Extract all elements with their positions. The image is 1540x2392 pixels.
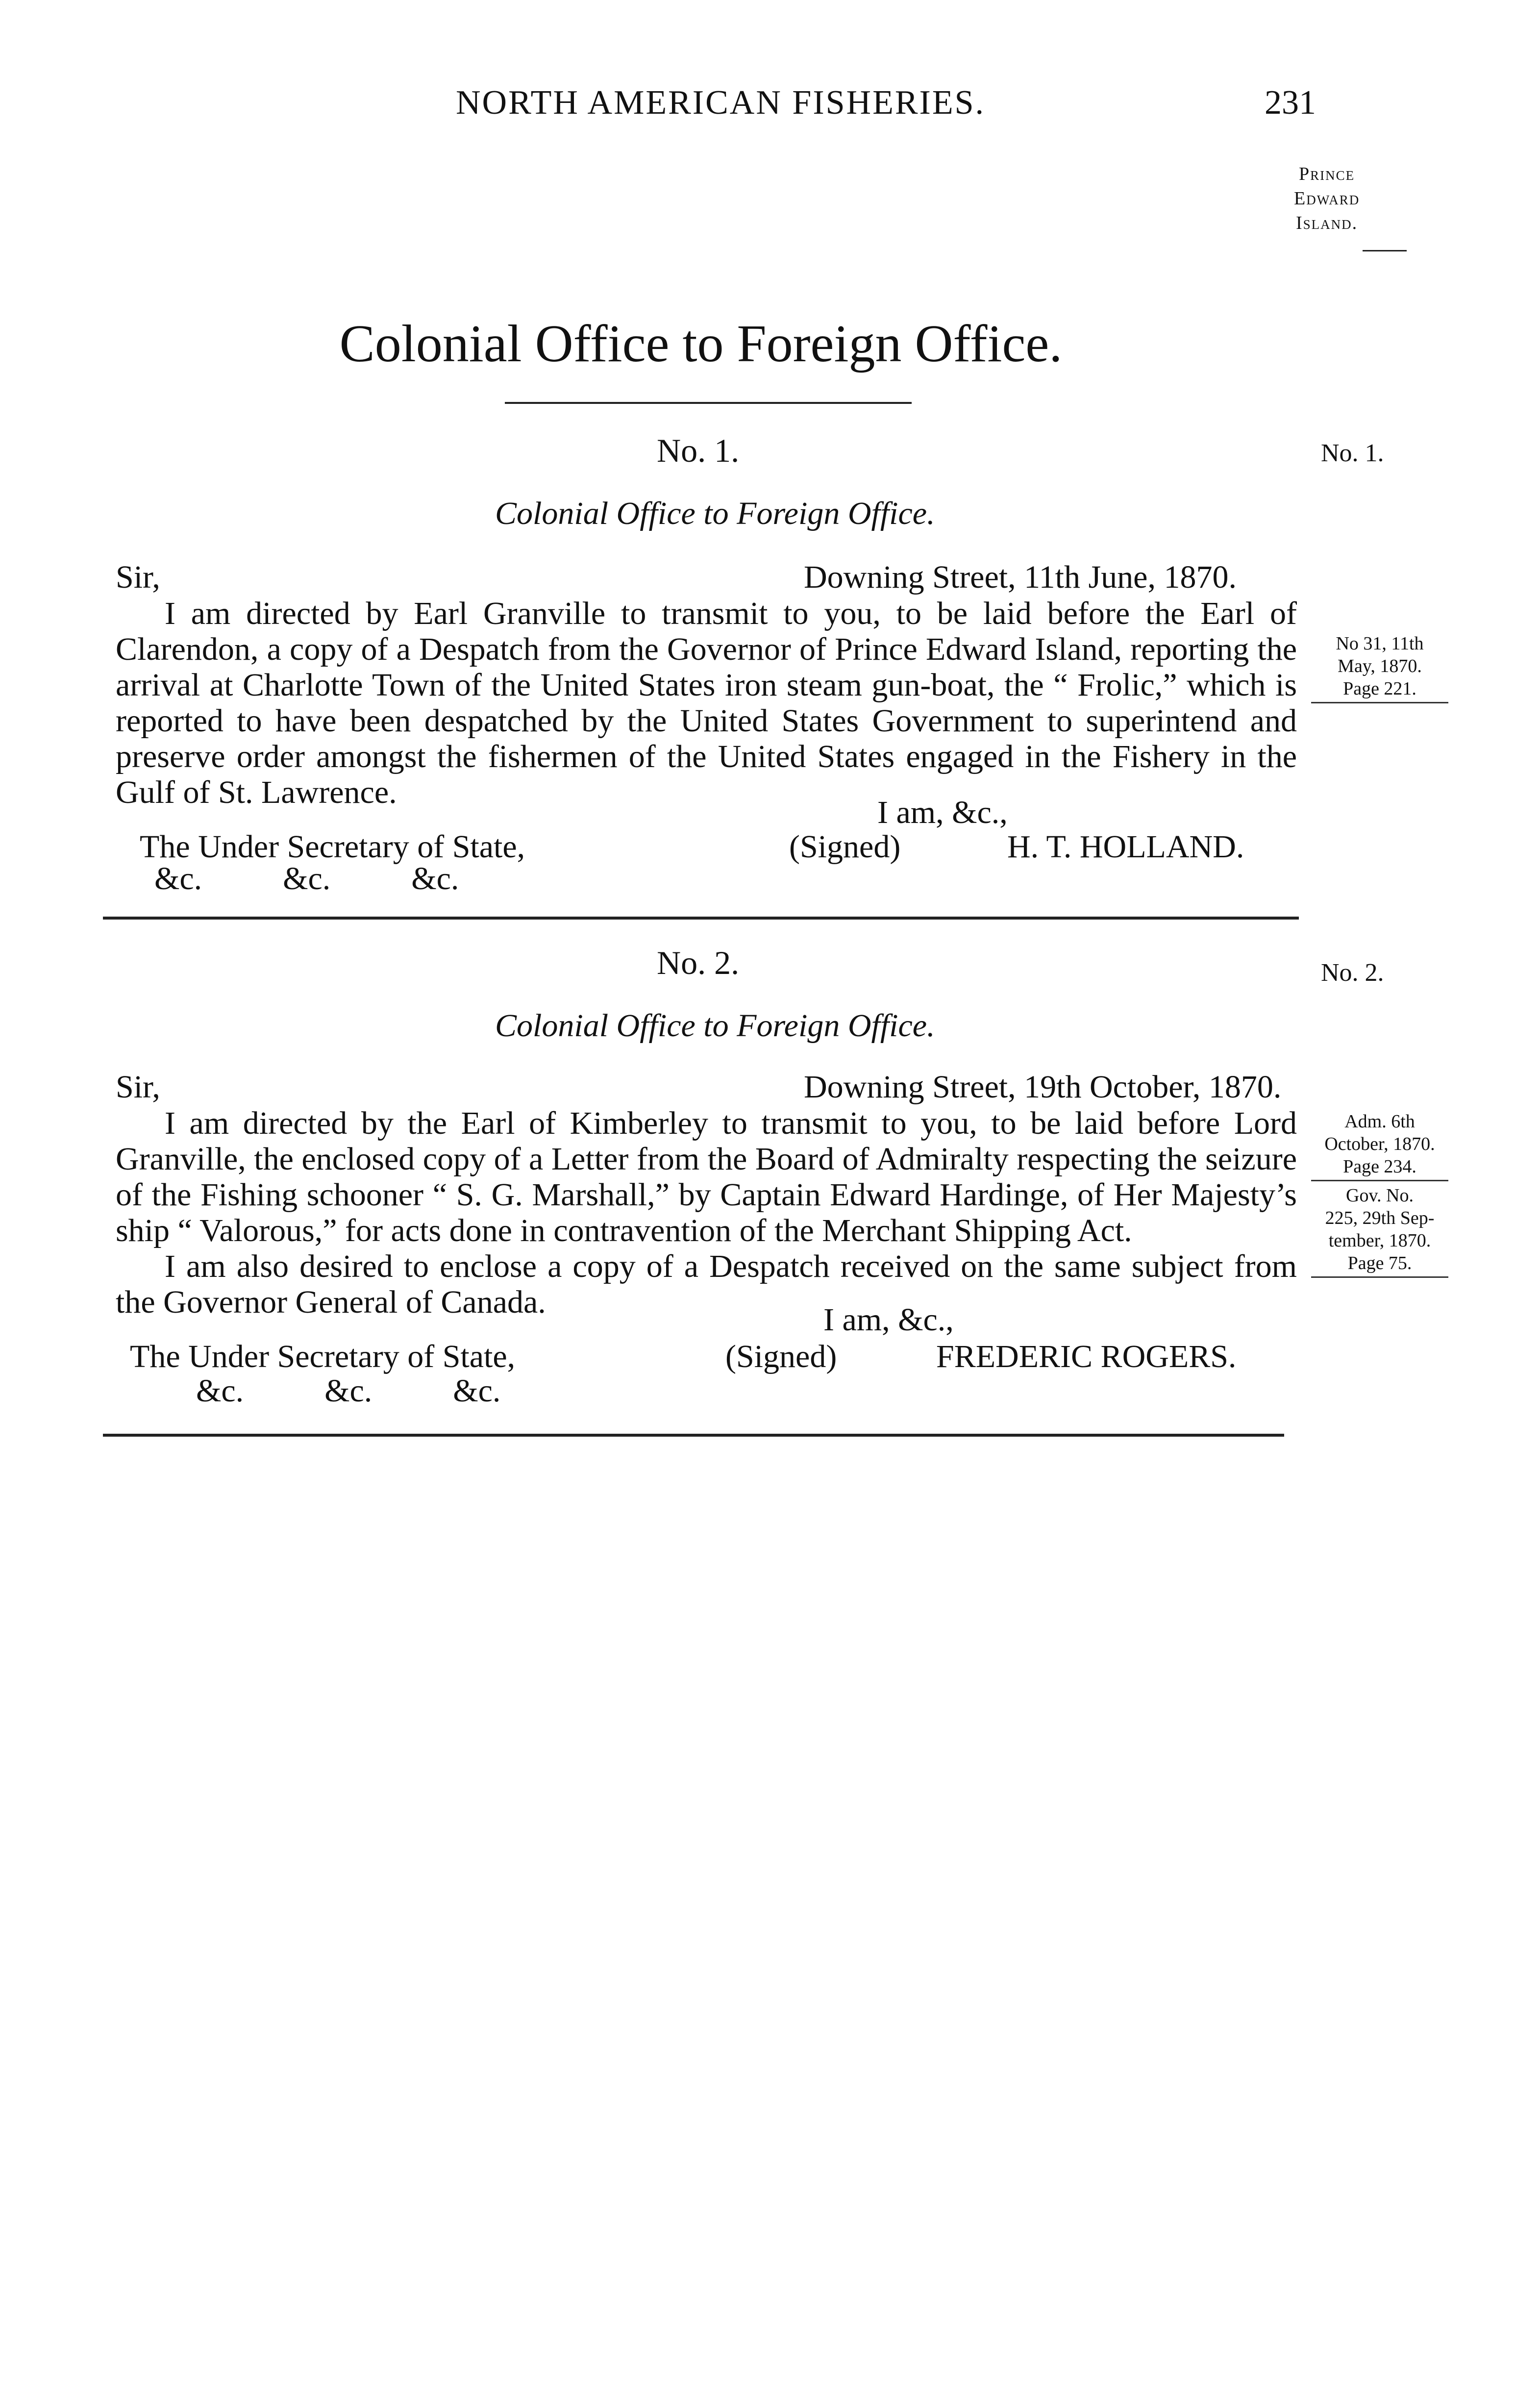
margin-ref-rule bbox=[1311, 1276, 1448, 1278]
title-rule bbox=[505, 402, 912, 404]
margin-ref-line: Adm. 6th bbox=[1344, 1111, 1415, 1132]
addressee-etc: &c. &c. &c. bbox=[196, 1373, 501, 1409]
margin-ref-line: tember, 1870. bbox=[1328, 1230, 1431, 1251]
margin-ref-line: Page 221. bbox=[1343, 678, 1416, 699]
margin-heading-line: Prince bbox=[1299, 164, 1355, 184]
place-date: Downing Street, 11th June, 1870. bbox=[804, 559, 1237, 595]
margin-section-heading bbox=[1294, 162, 1360, 235]
margin-ref-line: Page 234. bbox=[1343, 1156, 1416, 1177]
salutation: Sir, bbox=[116, 559, 160, 595]
paragraph: I am directed by the Earl of Kimberley to transmit to you, to be laid before Lord Granville, the enclosed copy of a Letter from the Board of Admiralty respecting the seizure of the Fishing schooner “ S. G. Marshall,” by Captain Edward Hardinge, of Her Majesty’s ship “ Valorous,” for acts done in contravention of the Merchant Shipping Act. bbox=[116, 1105, 1297, 1248]
addressee-etc: &c. &c. &c. bbox=[154, 861, 459, 897]
paragraph: I am also desired to enclose a copy of a Despatch received on the same subject from the Governor General of Canada. bbox=[116, 1248, 1297, 1320]
section-title: Colonial Office to Foreign Office. bbox=[339, 315, 1063, 373]
page-number: 231 bbox=[1265, 84, 1316, 122]
paragraph: I am directed by Earl Granville to transmit to you, to be laid before the Earl of Clarendon, a copy of a Despatch from the Governor of Prince Edward Island, reporting the arrival at Charlotte Town of the United States iron steam gun-boat, the “ Frolic,” which is reported to have been despatched by the United States Government to superintend and preserve order amongst the fishermen of the United States engaged in the Fishery in the Gulf of St. Lawrence. bbox=[116, 596, 1297, 810]
section-divider bbox=[103, 917, 1299, 920]
letter-number: No. 1. bbox=[657, 432, 740, 469]
letter-subtitle: Colonial Office to Foreign Office. bbox=[495, 496, 935, 531]
signed-label: (Signed) bbox=[789, 829, 901, 865]
margin-ref-line: Gov. No. bbox=[1346, 1185, 1414, 1206]
margin-ref-line: No 31, 11th bbox=[1336, 633, 1424, 654]
margin-ref-line: October, 1870. bbox=[1324, 1134, 1435, 1154]
margin-ref-line: Page 75. bbox=[1347, 1253, 1412, 1273]
addressee: The Under Secretary of State, bbox=[140, 829, 525, 865]
margin-reference bbox=[1311, 632, 1448, 706]
place-date: Downing Street, 19th October, 1870. bbox=[804, 1069, 1282, 1105]
closing: I am, &c., bbox=[823, 1302, 954, 1338]
salutation: Sir, bbox=[116, 1069, 160, 1105]
running-head: NORTH AMERICAN FISHERIES. bbox=[456, 84, 986, 122]
signed-label: (Signed) bbox=[725, 1339, 837, 1374]
addressee: The Under Secretary of State, bbox=[130, 1339, 516, 1374]
section-divider bbox=[103, 1434, 1284, 1437]
letter-body bbox=[116, 596, 1297, 810]
margin-letter-number: No. 1. bbox=[1321, 439, 1384, 467]
margin-ref-line: May, 1870. bbox=[1338, 656, 1422, 676]
margin-ref-line: 225, 29th Sep- bbox=[1325, 1208, 1435, 1228]
margin-letter-number: No. 2. bbox=[1321, 959, 1384, 987]
margin-heading-rule bbox=[1363, 250, 1407, 251]
closing: I am, &c., bbox=[877, 795, 1008, 830]
letter-body bbox=[116, 1105, 1297, 1320]
signature: FREDERIC ROGERS. bbox=[936, 1339, 1237, 1374]
letter-subtitle: Colonial Office to Foreign Office. bbox=[495, 1008, 935, 1044]
margin-ref-rule bbox=[1311, 1180, 1448, 1181]
signature: H. T. HOLLAND. bbox=[1007, 829, 1244, 865]
margin-heading-line: Edward bbox=[1294, 188, 1360, 209]
margin-reference bbox=[1311, 1110, 1448, 1281]
margin-ref-rule bbox=[1311, 702, 1448, 703]
margin-heading-line: Island. bbox=[1296, 213, 1358, 233]
letter-number: No. 2. bbox=[657, 944, 740, 981]
